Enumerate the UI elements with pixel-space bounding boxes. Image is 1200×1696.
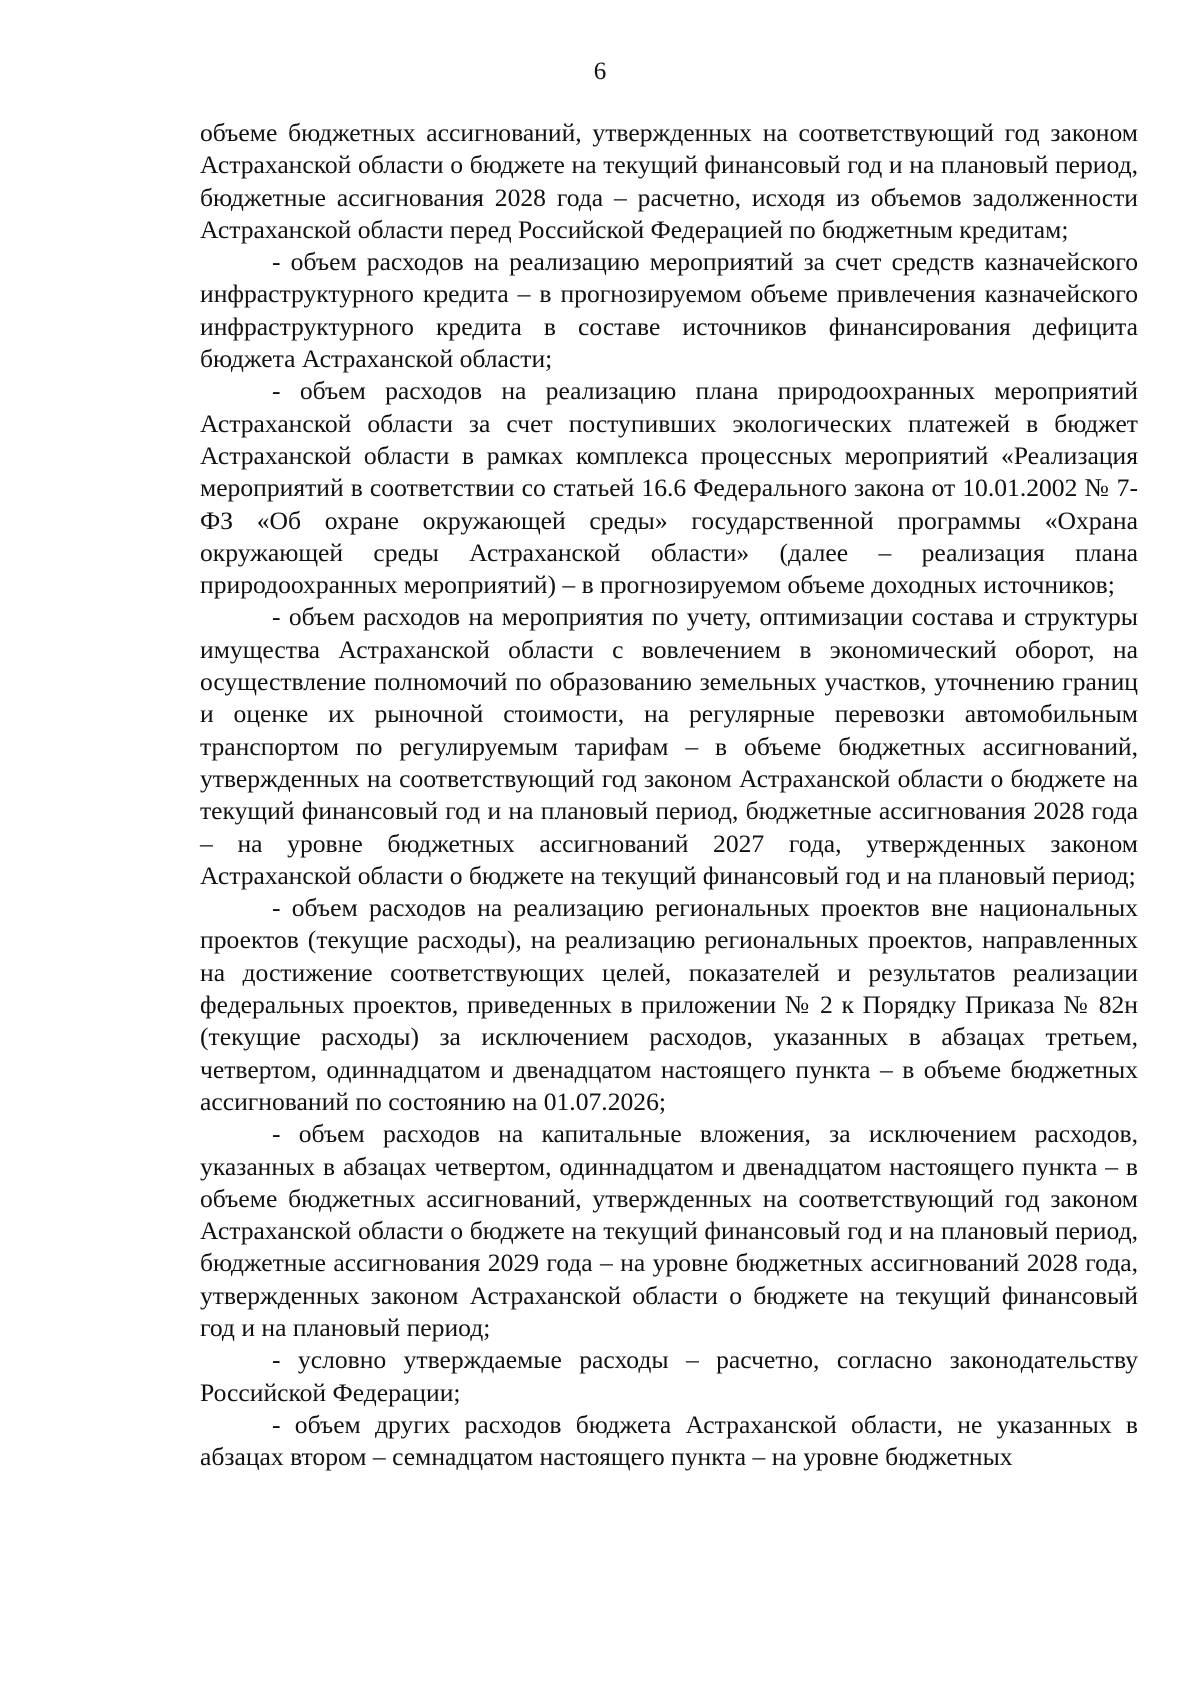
paragraph-property-and-transport: - объем расходов на мероприятия по учету, оптимизации состава и структуры имущества Астраханской области с вовлечением в экономический оборот, на осуществление полномочий по образованию земельных участков, уточнению границ и оценке их рыночной стоимости, на регулярные перевозки автомобильным транспортом по регулируемым тарифам – в объеме бюджетных ассигнований, утвержденных на соответствующий год законом Астраханской области о бюджете на текущий финансовый год и на плановый период, бюджетные ассигнования 2028 года – на уровне бюджетных ассигнований 2027 года, утвержденных законом Астраханской области о бюджете на текущий финансовый год и на плановый период; xyxy=(200,602,1138,890)
page-number: 6 xyxy=(593,58,607,85)
paragraph-continuation: объеме бюджетных ассигнований, утвержденных на соответствующий год законом Астраханской области о бюджете на текущий финансовый год и на плановый период, бюджетные ассигнования 2028 года – расчетно, исходя из объемов задолженности Астраханской области перед Российской Федерацией по бюджетным кредитам; xyxy=(200,118,1138,244)
paragraph-other-expenses: - объем других расходов бюджета Астраханской области, не указанных в абзацах втором – семнадцатом настоящего пункта – на уровне бюджетных xyxy=(200,1409,1138,1472)
document-body xyxy=(200,117,1138,1473)
paragraph-environmental-measures: - объем расходов на реализацию плана природоохранных мероприятий Астраханской области за счет поступивших экологических платежей в бюджет Астраханской области в рамках комплекса процессных мероприятий «Реализация мероприятий в соответствии со статьей 16.6 Федерального закона от 10.01.2002 № 7-ФЗ «Об охране окружающей среды» государственной программы «Охрана окружающей среды Астраханской области» (далее – реализация плана природоохранных мероприятий) – в прогнозируемом объеме доходных источников; xyxy=(200,376,1138,600)
paragraph-capital-investments: - объем расходов на капитальные вложения, за исключением расходов, указанных в абзацах четвертом, одиннадцатом и двенадцатом настоящего пункта – в объеме бюджетных ассигнований, утвержденных на соответствующий год законом Астраханской области о бюджете на текущий финансовый год и на плановый период, бюджетные ассигнования 2029 года – на уровне бюджетных ассигнований 2028 года, утвержденных законом Астраханской области о бюджете на текущий финансовый год и на плановый период; xyxy=(200,1119,1138,1342)
paragraph-regional-projects: - объем расходов на реализацию региональных проектов вне национальных проектов (текущие расходы), на реализацию региональных проектов, направленных на достижение соответствующих целей, показателей и результатов реализации федеральных проектов, приведенных в приложении № 2 к Порядку Приказа № 82н (текущие расходы) за исключением расходов, указанных в абзацах третьем, четвертом, одиннадцатом и двенадцатом настоящего пункта – в объеме бюджетных ассигнований по состоянию на 01.07.2026; xyxy=(200,893,1138,1116)
paragraph-conditionally-approved-expenses: - условно утверждаемые расходы – расчетно, согласно законодательству Российской Федерации; xyxy=(200,1345,1138,1407)
paragraph-treasury-infrastructure-credit: - объем расходов на реализацию мероприятий за счет средств казначейского инфраструктурного кредита – в прогнозируемом объеме привлечения казначейского инфраструктурного кредита в составе источников финансирования дефицита бюджета Астраханской области; xyxy=(200,247,1138,374)
